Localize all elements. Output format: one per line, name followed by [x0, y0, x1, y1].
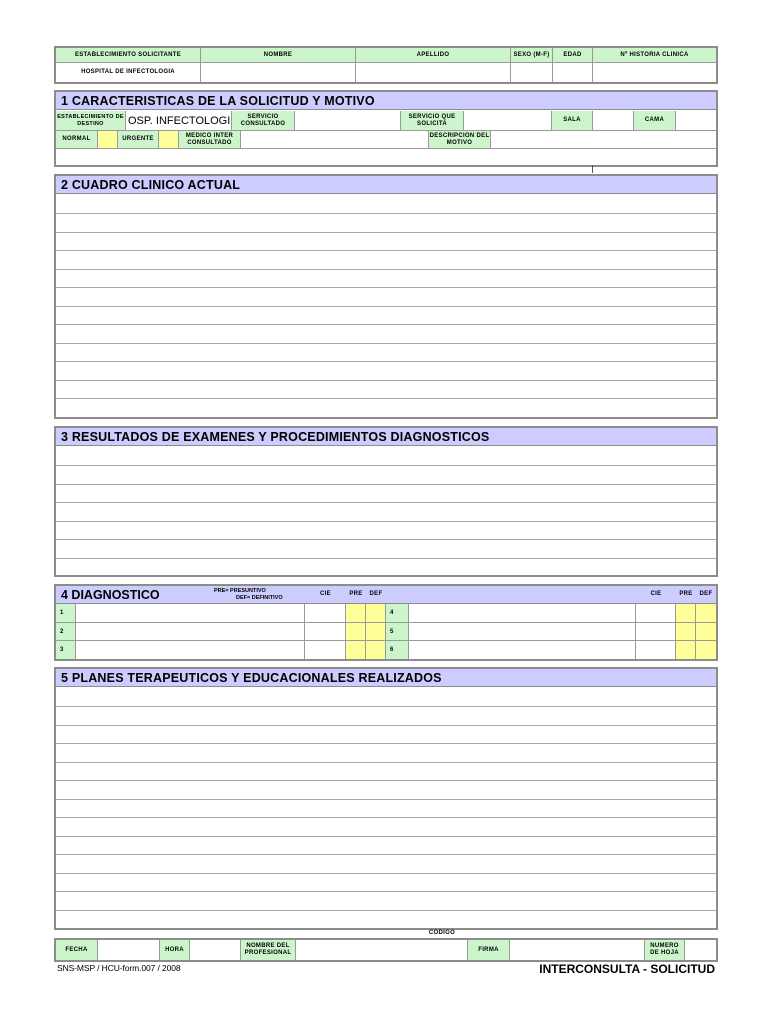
diag-description-field[interactable] [409, 623, 636, 641]
section-cuadro-clinico [54, 174, 718, 419]
sexo-field[interactable] [511, 63, 553, 82]
diagnostico-header [56, 586, 716, 604]
diag-def-checkbox[interactable] [366, 623, 386, 641]
sala-field[interactable] [593, 111, 634, 131]
section-solicitud [54, 90, 718, 167]
urgente-checkbox[interactable] [159, 131, 179, 149]
establecimiento-label: ESTABLECIMIENTO SOLICITANTE [56, 48, 201, 63]
fecha-label: FECHA [56, 940, 98, 960]
diag-cie-field[interactable] [305, 641, 346, 659]
diag-pre-checkbox[interactable] [346, 641, 366, 659]
section-resultados [54, 426, 718, 577]
diag-row-number: 3 [56, 641, 76, 659]
medico-label: MEDICO INTER CONSULTADO [179, 131, 241, 149]
fecha-field[interactable] [98, 940, 160, 960]
profesional-field[interactable] [296, 940, 468, 960]
diag-pre-checkbox[interactable] [676, 604, 696, 623]
section-2-title: 2 CUADRO CLINICO ACTUAL [56, 176, 716, 194]
pre-label-right: PRE [679, 591, 693, 597]
diag-pre-checkbox[interactable] [676, 623, 696, 641]
medico-field[interactable] [241, 131, 429, 149]
diag-def-checkbox[interactable] [696, 623, 716, 641]
section-3-title: 3 RESULTADOS DE EXAMENES Y PROCEDIMIENTOS DIAGNOSTICOS [56, 428, 716, 446]
def-label-left: DEF [369, 591, 383, 597]
diag-pre-checkbox[interactable] [346, 623, 366, 641]
diag-row-number: 6 [386, 641, 409, 659]
firma-label: FIRMA [468, 940, 510, 960]
hora-field[interactable] [190, 940, 241, 960]
descripcion-label: DESCRIPCION DEL MOTIVO [429, 131, 491, 149]
section-5-title: 5 PLANES TERAPEUTICOS Y EDUCACIONALES REALIZADOS [56, 669, 716, 687]
diag-def-checkbox[interactable] [366, 641, 386, 659]
diag-pre-checkbox[interactable] [676, 641, 696, 659]
diag-cie-field[interactable] [305, 604, 346, 623]
section-4-title: 4 DIAGNOSTICO [61, 588, 160, 602]
servicio-consultado-label: SERVICIO CONSULTADO [232, 111, 295, 131]
sexo-label: SEXO (M-F) [511, 48, 553, 63]
edad-field[interactable] [553, 63, 593, 82]
cie-label-left: CIE [320, 591, 331, 597]
diag-description-field[interactable] [409, 604, 636, 623]
cama-field[interactable] [676, 111, 716, 131]
firma-field[interactable] [510, 940, 645, 960]
sala-label: SALA [552, 111, 593, 131]
nombre-field[interactable] [201, 63, 356, 82]
legend-pre: PRE= PRESUNTIVO [214, 588, 266, 594]
apellido-label: APELLIDO [356, 48, 511, 63]
pre-label-left: PRE [349, 591, 363, 597]
diag-pre-checkbox[interactable] [346, 604, 366, 623]
signature-row [54, 938, 718, 962]
divider-tick [592, 165, 593, 173]
section-1-title: 1 CARACTERISTICAS DE LA SOLICITUD Y MOTIVO [56, 92, 716, 110]
patient-header [54, 46, 718, 84]
diag-cie-field[interactable] [636, 641, 676, 659]
nombre-label: NOMBRE [201, 48, 356, 63]
apellido-field[interactable] [356, 63, 511, 82]
diag-description-field[interactable] [76, 623, 305, 641]
form-title: INTERCONSULTA - SOLICITUD [539, 962, 715, 976]
diag-cie-field[interactable] [305, 623, 346, 641]
diag-cie-field[interactable] [636, 623, 676, 641]
section-diagnostico [54, 584, 718, 661]
diag-def-checkbox[interactable] [366, 604, 386, 623]
destino-field[interactable]: OSP. INFECTOLOGI [126, 111, 232, 131]
diag-description-field[interactable] [76, 604, 305, 623]
profesional-label: NOMBRE DEL PROFESIONAL [241, 940, 296, 960]
form-code: SNS-MSP / HCU-form.007 / 2008 [57, 963, 181, 973]
destino-label: ESTABLECIMIENTO DE DESTINO [56, 111, 126, 131]
historia-field[interactable] [593, 63, 716, 82]
diag-row-number: 2 [56, 623, 76, 641]
diag-row-number: 4 [386, 604, 409, 623]
legend-def: DEF= DEFINITIVO [236, 595, 283, 601]
establecimiento-value: HOSPITAL DE INFECTOLOGIA [56, 63, 201, 82]
cie-label-right: CIE [650, 591, 662, 597]
normal-label: NORMAL [56, 131, 98, 149]
servicio-solicita-label: SERVICIO QUE SOLICITA [401, 111, 464, 131]
def-label-right: DEF [699, 591, 713, 597]
codigo-label: CODIGO [428, 930, 456, 936]
descripcion-line[interactable] [56, 149, 716, 165]
urgente-label: URGENTE [118, 131, 159, 149]
diag-def-checkbox[interactable] [696, 641, 716, 659]
hora-label: HORA [160, 940, 190, 960]
diag-def-checkbox[interactable] [696, 604, 716, 623]
servicio-consultado-field[interactable] [295, 111, 401, 131]
diag-description-field[interactable] [409, 641, 636, 659]
historia-label: Nº HISTORIA CLINICA [593, 48, 716, 63]
diag-row-number: 1 [56, 604, 76, 623]
servicio-solicita-field[interactable] [464, 111, 552, 131]
edad-label: EDAD [553, 48, 593, 63]
descripcion-field[interactable] [491, 131, 716, 149]
diag-row-number: 5 [386, 623, 409, 641]
diag-description-field[interactable] [76, 641, 305, 659]
section-planes [54, 667, 718, 930]
hoja-label: NUMERO DE HOJA [645, 940, 685, 960]
cama-label: CAMA [634, 111, 676, 131]
normal-checkbox[interactable] [98, 131, 118, 149]
hoja-field[interactable] [685, 940, 716, 960]
diag-cie-field[interactable] [636, 604, 676, 623]
